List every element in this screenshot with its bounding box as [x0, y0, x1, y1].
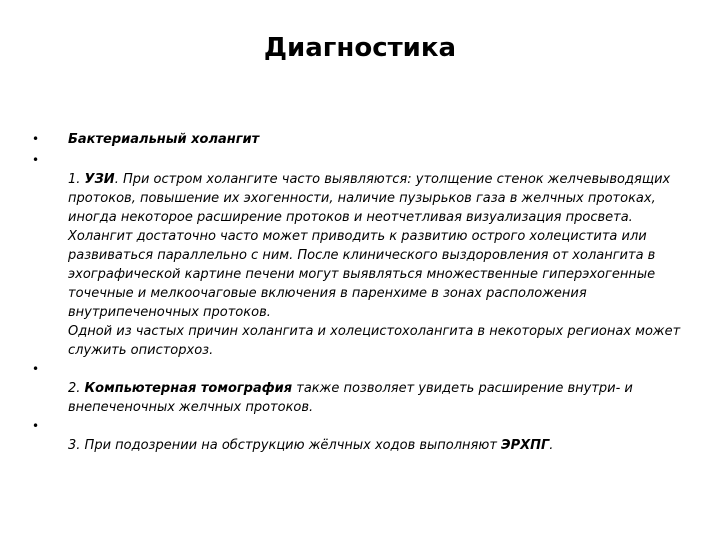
term-ct: Компьютерная томография: [84, 381, 293, 396]
page-title: Диагностика: [263, 33, 457, 63]
list-item-ercp: [32, 417, 682, 455]
list-item-ultrasound: [32, 151, 682, 360]
list-item-heading: [32, 130, 682, 149]
spacer: [68, 151, 682, 170]
cholangitis-paragraph: Холангит достаточно часто может приводить к развитию острого холецистита или развиваться параллельно с ним. После клинического выздоровления от холангита в эхографической картине печени могут выявляться множественные гиперэхогенные точечные и мелкоочаговые включения в паренхиме в зонах расположения внутрипеченочных протоков.: [68, 229, 656, 320]
ercp-end: .: [549, 438, 554, 453]
content-list: [32, 130, 682, 455]
ct-paragraph: [68, 379, 682, 417]
bullet-icon: •: [32, 362, 40, 376]
ercp-text: При подозрении на обструкцию жёлчных ходов выполняют: [84, 438, 502, 453]
bullet-icon: •: [32, 419, 40, 433]
list-item-ct: [32, 360, 682, 417]
bullet-icon: •: [32, 132, 40, 146]
item-number: 1.: [68, 172, 85, 187]
ultrasound-text: . При остром холангите часто выявляются: утолщение стенок желчевыводящих протоков, повышение их эхогенности, наличие пузырьков газа в желчных протоках, иногда некоторое расширение протоков и неотчетливая визуализация просвета.: [68, 172, 671, 225]
item-number: 3.: [68, 438, 85, 453]
ct-text: также позволяет увидеть расширение внутри- и внепеченочных желчных протоков.: [68, 381, 633, 415]
spacer: [68, 417, 682, 436]
bullet-icon: •: [32, 153, 40, 167]
section-heading: Бактериальный холангит: [68, 132, 260, 147]
opisthorchiasis-paragraph: Одной из частых причин холангита и холецистохолангита в некоторых регионах может служить описторхоз.: [68, 324, 681, 358]
term-ercp: ЭРХПГ: [501, 438, 550, 453]
ercp-paragraph: [68, 436, 682, 455]
term-uzi: УЗИ: [84, 172, 115, 187]
ultrasound-paragraph: [68, 170, 682, 227]
spacer: [68, 360, 682, 379]
item-number: 2.: [68, 381, 85, 396]
